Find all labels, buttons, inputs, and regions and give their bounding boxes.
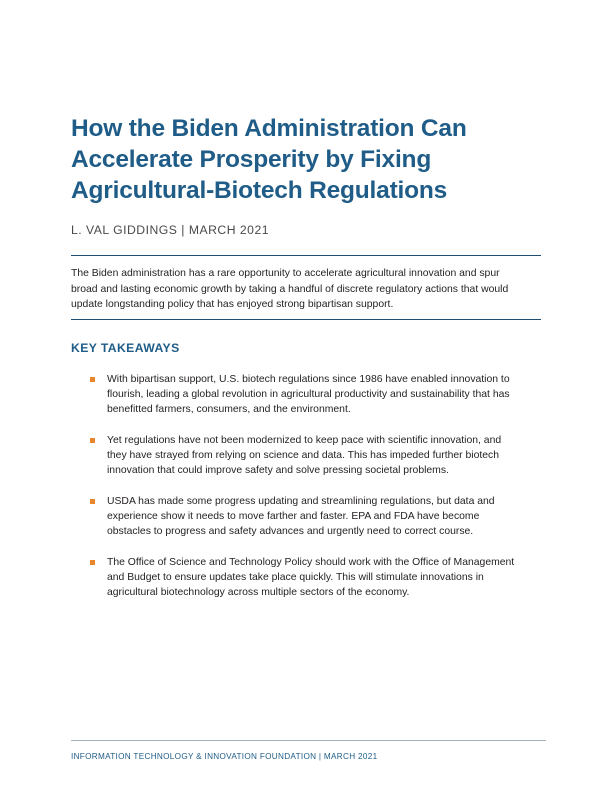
takeaway-line: experience show it needs to move farther and faster. EPA and FDA have become	[107, 511, 480, 522]
title-line: Agricultural-Biotech Regulations	[71, 177, 448, 204]
takeaway-line: The Office of Science and Technology Policy should work with the Office of Management	[107, 557, 515, 568]
report-title	[71, 113, 541, 206]
takeaway-item	[90, 555, 550, 600]
takeaway-line: USDA has made some progress updating and streamlining regulations, but data and	[107, 496, 495, 507]
summary-line: broad and lasting economic growth by taking a handful of discrete regulatory actions that would	[71, 283, 509, 295]
key-takeaways-list	[90, 372, 550, 616]
square-bullet-icon	[90, 377, 95, 382]
takeaway-line: With bipartisan support, U.S. biotech regulations since 1986 have enabled innovation to	[107, 374, 510, 385]
summary-top-divider	[71, 255, 541, 256]
takeaway-line: obstacles to progress and safety advances and urgently need to correct course.	[107, 526, 474, 537]
title-line: Accelerate Prosperity by Fixing	[71, 146, 432, 173]
takeaway-line: and Budget to ensure updates take place quickly. This will stimulate innovations in	[107, 572, 484, 583]
takeaway-item	[90, 494, 550, 539]
square-bullet-icon	[90, 499, 95, 504]
footer-divider	[71, 740, 546, 741]
takeaway-line: innovation that could improve safety and solve pressing societal problems.	[107, 465, 449, 476]
takeaway-item	[90, 372, 550, 417]
takeaway-line: agricultural biotechnology across multiple sectors of the economy.	[107, 587, 410, 598]
author-date-byline: L. VAL GIDDINGS | MARCH 2021	[71, 223, 270, 237]
takeaway-item	[90, 433, 550, 478]
square-bullet-icon	[90, 438, 95, 443]
title-line: How the Biden Administration Can	[71, 115, 467, 142]
takeaway-line: benefitted farmers, consumers, and the environment.	[107, 404, 351, 415]
summary-bottom-divider	[71, 319, 541, 320]
page-footer: INFORMATION TECHNOLOGY & INNOVATION FOUNDATION | MARCH 2021	[71, 752, 378, 761]
key-takeaways-heading: KEY TAKEAWAYS	[71, 341, 180, 355]
summary-line: The Biden administration has a rare opportunity to accelerate agricultural innovation and spur	[71, 268, 500, 279]
summary-paragraph	[71, 266, 546, 313]
square-bullet-icon	[90, 560, 95, 565]
summary-line: update longstanding policy that has enjoyed strong bipartisan support.	[71, 299, 394, 311]
takeaway-line: Yet regulations have not been modernized to keep pace with scientific innovation, and	[107, 435, 502, 446]
takeaway-line: flourish, leading a global revolution in agricultural productivity and sustainability that has	[107, 389, 510, 400]
takeaway-line: they have strayed from relying on science and data. This has impeded further biotech	[107, 450, 499, 461]
